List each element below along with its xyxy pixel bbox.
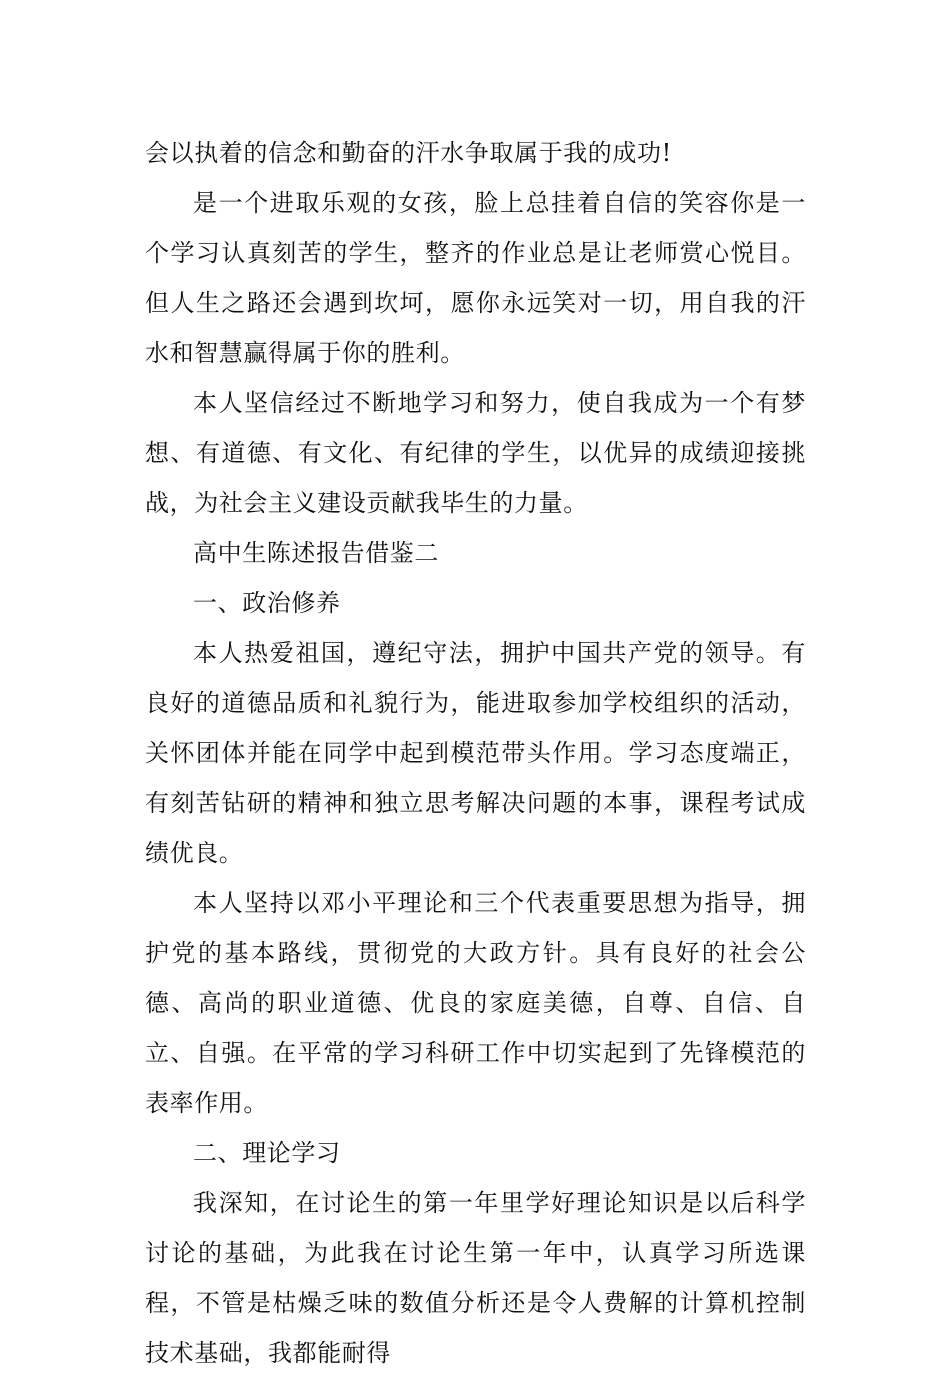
document-body — [145, 128, 806, 1378]
heading-political-cultivation: 一、政治修养 — [193, 589, 341, 617]
heading-theory-study: 二、理论学习 — [193, 1139, 341, 1167]
paragraph-political-1: 本人热爱祖国，遵纪守法，拥护中国共产党的领导。有良好的道德品质和礼貌行为，能进取参加学校组织的活动，关怀团体并能在同学中起到模范带头作用。学习态度端正，有刻苦钻研的精神和独立思考解决问题的本事，课程考试成绩优良。 — [145, 639, 806, 867]
section-title: 高中生陈述报告借鉴二 — [193, 539, 439, 567]
paragraph-continuation: 会以执着的信念和勤奋的汗水争取属于我的成功! — [145, 139, 672, 167]
paragraph-resolution: 本人坚信经过不断地学习和努力，使自我成为一个有梦想、有道德、有文化、有纪律的学生，以优异的成绩迎接挑战，为社会主义建设贡献我毕生的力量。 — [145, 389, 806, 517]
paragraph-political-2: 本人坚持以邓小平理论和三个代表重要思想为指导，拥护党的基本路线，贯彻党的大政方针。具有良好的社会公德、高尚的职业道德、优良的家庭美德，自尊、自信、自立、自强。在平常的学习科研工作中切实起到了先锋模范的表率作用。 — [145, 889, 806, 1117]
paragraph-theory-1: 我深知，在讨论生的第一年里学好理论知识是以后科学讨论的基础，为此我在讨论生第一年中，认真学习所选课程，不管是枯燥乏味的数值分析还是令人费解的计算机控制技术基础，我都能耐得 — [145, 1189, 806, 1367]
paragraph-student-evaluation: 是一个进取乐观的女孩，脸上总挂着自信的笑容你是一个学习认真刻苦的学生，整齐的作业总是让老师赏心悦目。但人生之路还会遇到坎坷，愿你永远笑对一切，用自我的汗水和智慧赢得属于你的胜利。 — [145, 189, 806, 367]
